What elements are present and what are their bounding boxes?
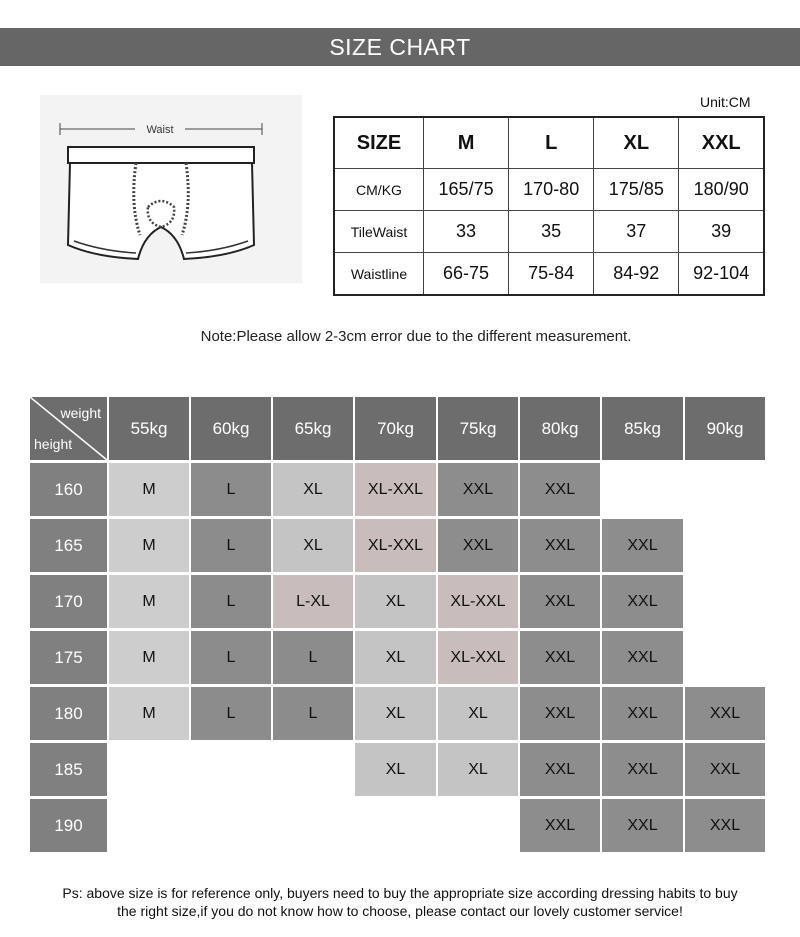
weight-header-85kg: 85kg [602, 397, 683, 460]
corner-height-label: height [34, 436, 73, 452]
grid-size-cell: L [273, 687, 353, 740]
grid-size-cell: M [109, 687, 189, 740]
grid-size-cell [685, 463, 765, 516]
waist-label: Waist [146, 124, 174, 136]
grid-size-cell: L [191, 519, 271, 572]
table-cell: 39 [679, 211, 764, 253]
height-header-190: 190 [30, 799, 107, 852]
table-cell: 33 [424, 211, 509, 253]
table-cell: 92-104 [679, 253, 764, 296]
footer-note-line-1: Ps: above size is for reference only, buyers need to buy the appropriate size according dressing habits to buy [62, 885, 738, 901]
table-row [334, 211, 764, 253]
grid-size-cell: XL [355, 575, 436, 628]
weight-header-70kg: 70kg [355, 397, 436, 460]
grid-size-cell: XXL [602, 799, 683, 852]
grid-size-cell: M [109, 519, 189, 572]
grid-size-cell: XXL [520, 575, 600, 628]
row-label-waistline: Waistline [334, 253, 424, 296]
size-table-header-row [334, 117, 764, 169]
grid-size-cell: XXL [520, 743, 600, 796]
table-cell: 165/75 [424, 169, 509, 211]
weight-header-90kg: 90kg [685, 397, 765, 460]
height-header-185: 185 [30, 743, 107, 796]
footer-note-line-2: the right size,if you do not know how to choose, please contact our lovely customer service! [117, 903, 683, 919]
grid-size-cell: XXL [602, 687, 683, 740]
grid-size-cell: XXL [602, 743, 683, 796]
underwear-illustration [40, 95, 302, 283]
row-label-cm-kg: CM/KG [334, 169, 424, 211]
grid-size-cell: XL [355, 687, 436, 740]
row-label-tilewaist: TileWaist [334, 211, 424, 253]
table-cell: 75-84 [509, 253, 594, 296]
size-header-m: M [424, 117, 509, 169]
height-header-165: 165 [30, 519, 107, 572]
size-header-xl: XL [594, 117, 679, 169]
grid-size-cell: XL-XXL [438, 575, 518, 628]
table-cell: 175/85 [594, 169, 679, 211]
table-cell: 84-92 [594, 253, 679, 296]
grid-size-cell: L [273, 631, 353, 684]
grid-size-cell: XL [438, 687, 518, 740]
grid-size-cell: XL-XXL [438, 631, 518, 684]
weight-header-55kg: 55kg [109, 397, 189, 460]
table-cell: 180/90 [679, 169, 764, 211]
grid-size-cell [685, 519, 765, 572]
grid-size-cell: XXL [685, 743, 765, 796]
grid-size-cell [273, 799, 353, 852]
grid-size-cell: XXL [685, 799, 765, 852]
grid-size-cell: M [109, 631, 189, 684]
grid-size-cell [602, 463, 683, 516]
footer-note [0, 884, 800, 920]
grid-size-cell: XXL [520, 631, 600, 684]
grid-corner-cell [30, 397, 107, 460]
table-row [334, 169, 764, 211]
grid-size-cell: M [109, 463, 189, 516]
grid-size-cell: L [191, 631, 271, 684]
table-cell: 66-75 [424, 253, 509, 296]
height-header-180: 180 [30, 687, 107, 740]
grid-size-cell [191, 799, 271, 852]
grid-size-cell [438, 799, 518, 852]
weight-header-60kg: 60kg [191, 397, 271, 460]
grid-size-cell [273, 743, 353, 796]
grid-size-cell: XXL [520, 463, 600, 516]
grid-size-cell: L [191, 575, 271, 628]
grid-size-cell: L [191, 463, 271, 516]
grid-size-cell [685, 631, 765, 684]
grid-size-cell: XXL [438, 519, 518, 572]
corner-weight-label: weight [60, 405, 101, 421]
unit-label: Unit:CM [700, 94, 751, 110]
grid-size-cell: XL [438, 743, 518, 796]
size-header-l: L [509, 117, 594, 169]
height-header-170: 170 [30, 575, 107, 628]
grid-size-cell [685, 575, 765, 628]
grid-size-cell: XXL [520, 799, 600, 852]
grid-size-cell: XXL [520, 519, 600, 572]
table-row [334, 253, 764, 296]
table-cell: 37 [594, 211, 679, 253]
grid-size-cell: XL [355, 743, 436, 796]
grid-size-cell: XXL [520, 687, 600, 740]
grid-size-cell [109, 743, 189, 796]
size-header: SIZE [334, 117, 424, 169]
grid-size-cell: XL [273, 463, 353, 516]
grid-size-cell [191, 743, 271, 796]
height-header-160: 160 [30, 463, 107, 516]
grid-size-cell: XXL [602, 519, 683, 572]
size-table [333, 116, 765, 296]
size-header-xxl: XXL [679, 117, 764, 169]
size-chart-title: SIZE CHART [0, 28, 800, 66]
weight-header-65kg: 65kg [273, 397, 353, 460]
grid-size-cell: XXL [685, 687, 765, 740]
grid-size-cell: XL [355, 631, 436, 684]
grid-size-cell: XL-XXL [355, 519, 436, 572]
grid-size-cell [109, 799, 189, 852]
grid-size-cell: XL [273, 519, 353, 572]
height-header-175: 175 [30, 631, 107, 684]
table-cell: 170-80 [509, 169, 594, 211]
grid-size-cell: M [109, 575, 189, 628]
grid-size-cell: L-XL [273, 575, 353, 628]
weight-header-75kg: 75kg [438, 397, 518, 460]
weight-header-80kg: 80kg [520, 397, 600, 460]
grid-size-cell [355, 799, 436, 852]
table-cell: 35 [509, 211, 594, 253]
grid-size-cell: XL-XXL [355, 463, 436, 516]
measurement-note: Note:Please allow 2-3cm error due to the different measurement. [200, 328, 632, 345]
grid-size-cell: L [191, 687, 271, 740]
grid-size-cell: XXL [438, 463, 518, 516]
grid-size-cell: XXL [602, 631, 683, 684]
grid-size-cell: XXL [602, 575, 683, 628]
